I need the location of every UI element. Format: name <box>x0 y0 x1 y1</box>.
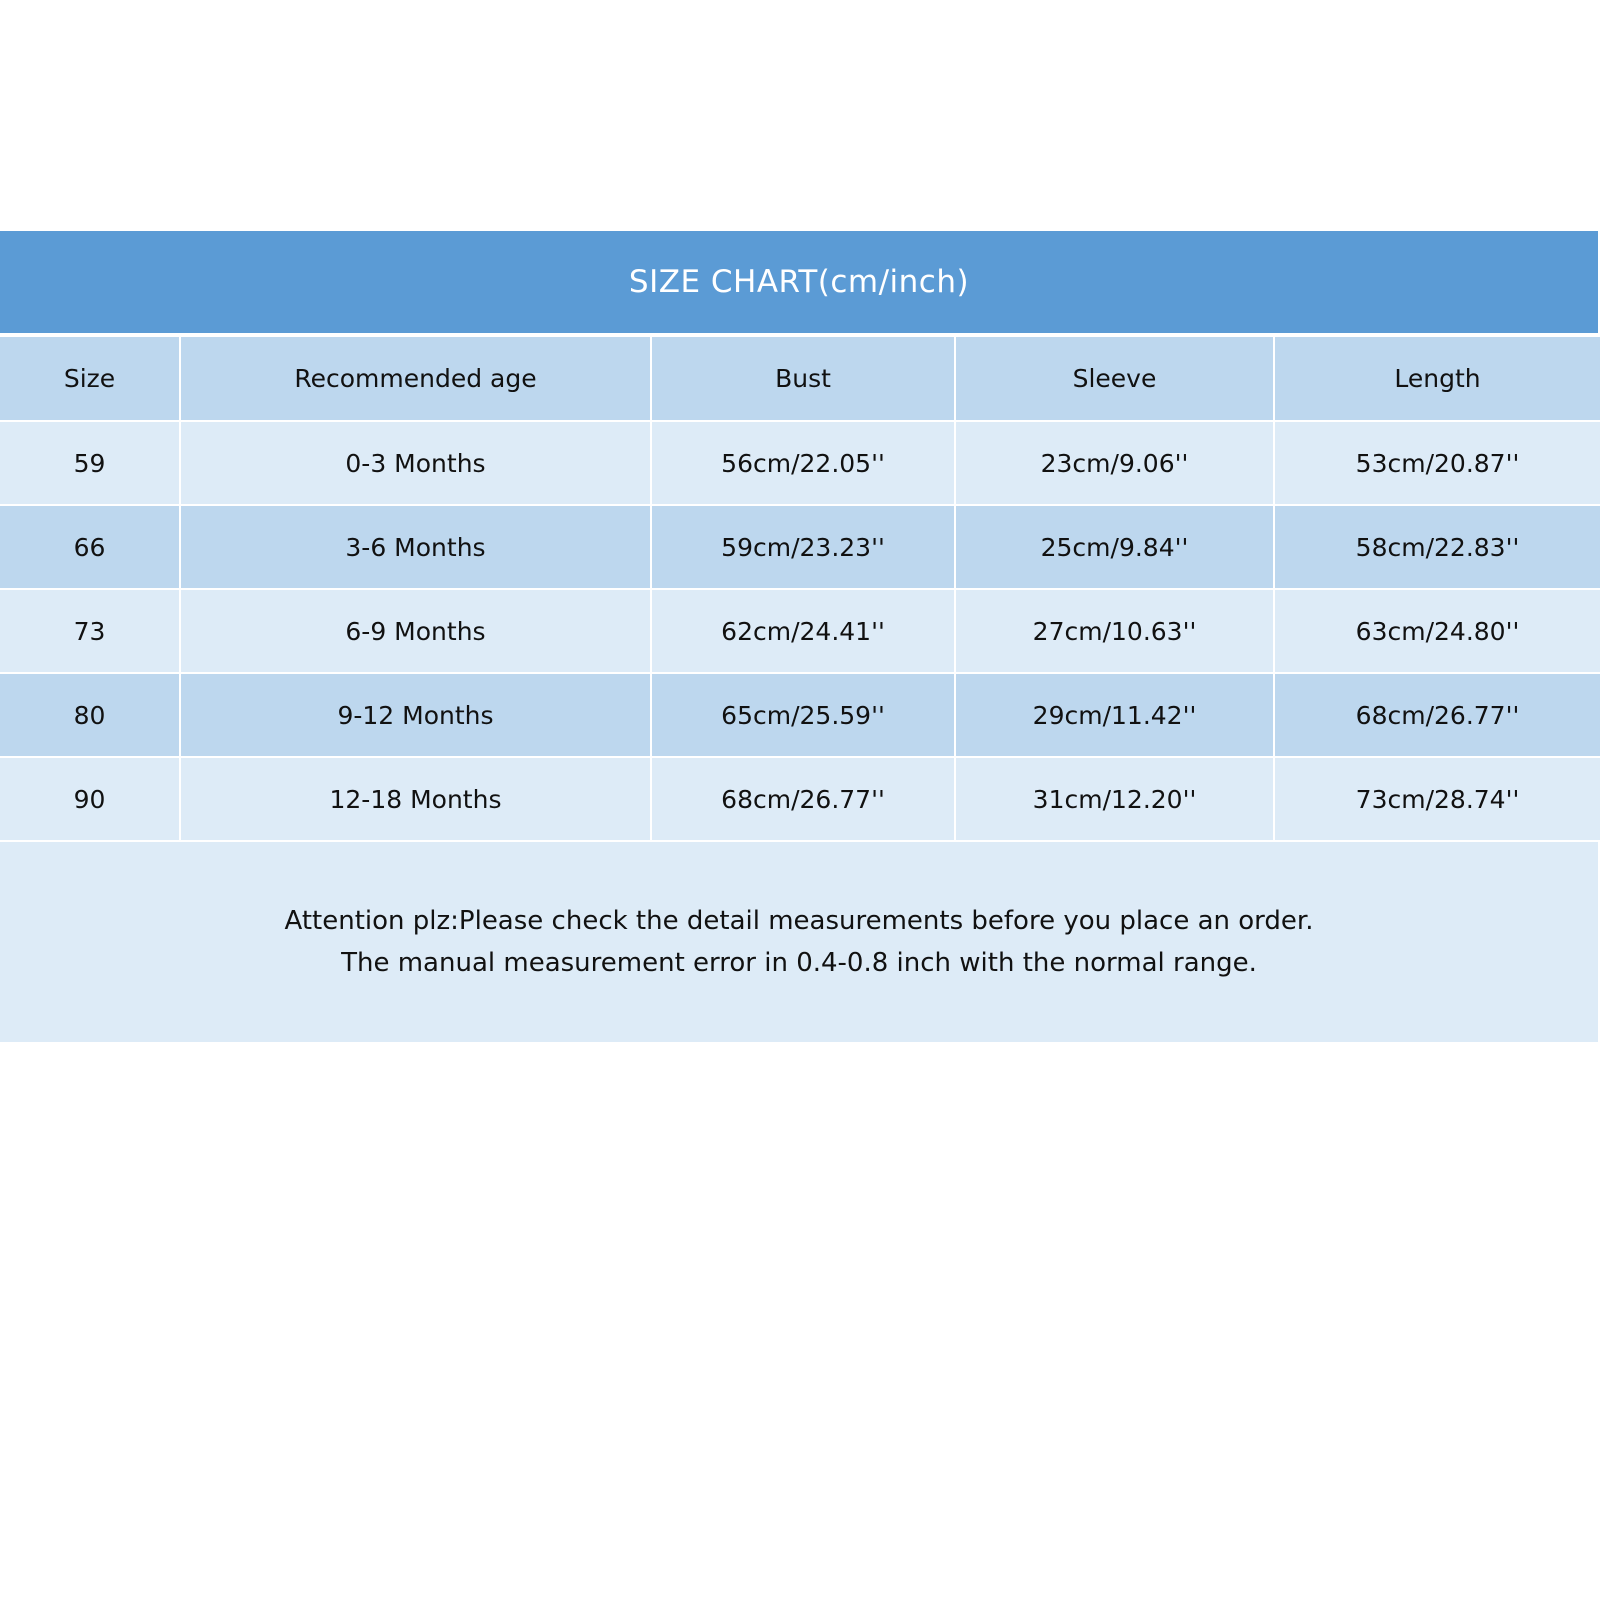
cell-recommended-age: 3-6 Months <box>180 505 651 589</box>
cell-bust: 59cm/23.23'' <box>651 505 955 589</box>
table-row <box>0 673 1600 757</box>
column-header-sleeve: Sleeve <box>955 337 1274 421</box>
cell-size: 59 <box>0 421 180 505</box>
cell-length: 58cm/22.83'' <box>1274 505 1600 589</box>
notice-line-error-range: The manual measurement error in 0.4-0.8 inch with the normal range. <box>341 948 1257 978</box>
chart-title-bar <box>0 231 1598 337</box>
cell-recommended-age: 9-12 Months <box>180 673 651 757</box>
cell-size: 73 <box>0 589 180 673</box>
table-row <box>0 757 1600 841</box>
cell-bust: 56cm/22.05'' <box>651 421 955 505</box>
cell-sleeve: 29cm/11.42'' <box>955 673 1274 757</box>
cell-length: 53cm/20.87'' <box>1274 421 1600 505</box>
table-row <box>0 589 1600 673</box>
column-header-size: Size <box>0 337 180 421</box>
cell-sleeve: 31cm/12.20'' <box>955 757 1274 841</box>
chart-title: SIZE CHART(cm/inch) <box>628 264 970 300</box>
cell-recommended-age: 6-9 Months <box>180 589 651 673</box>
cell-bust: 68cm/26.77'' <box>651 757 955 841</box>
measurement-notice <box>0 842 1598 1042</box>
size-chart <box>0 231 1598 1042</box>
cell-bust: 62cm/24.41'' <box>651 589 955 673</box>
cell-length: 73cm/28.74'' <box>1274 757 1600 841</box>
table-row <box>0 505 1600 589</box>
column-header-recommended-age: Recommended age <box>180 337 651 421</box>
cell-sleeve: 25cm/9.84'' <box>955 505 1274 589</box>
cell-recommended-age: 12-18 Months <box>180 757 651 841</box>
size-table <box>0 337 1600 842</box>
cell-sleeve: 23cm/9.06'' <box>955 421 1274 505</box>
header-row <box>0 337 1600 421</box>
cell-bust: 65cm/25.59'' <box>651 673 955 757</box>
table-row <box>0 421 1600 505</box>
cell-size: 80 <box>0 673 180 757</box>
notice-line-attention: Attention plz:Please check the detail measurements before you place an order. <box>284 906 1314 936</box>
cell-recommended-age: 0-3 Months <box>180 421 651 505</box>
column-header-bust: Bust <box>651 337 955 421</box>
cell-length: 63cm/24.80'' <box>1274 589 1600 673</box>
cell-size: 66 <box>0 505 180 589</box>
cell-sleeve: 27cm/10.63'' <box>955 589 1274 673</box>
cell-length: 68cm/26.77'' <box>1274 673 1600 757</box>
cell-size: 90 <box>0 757 180 841</box>
column-header-length: Length <box>1274 337 1600 421</box>
